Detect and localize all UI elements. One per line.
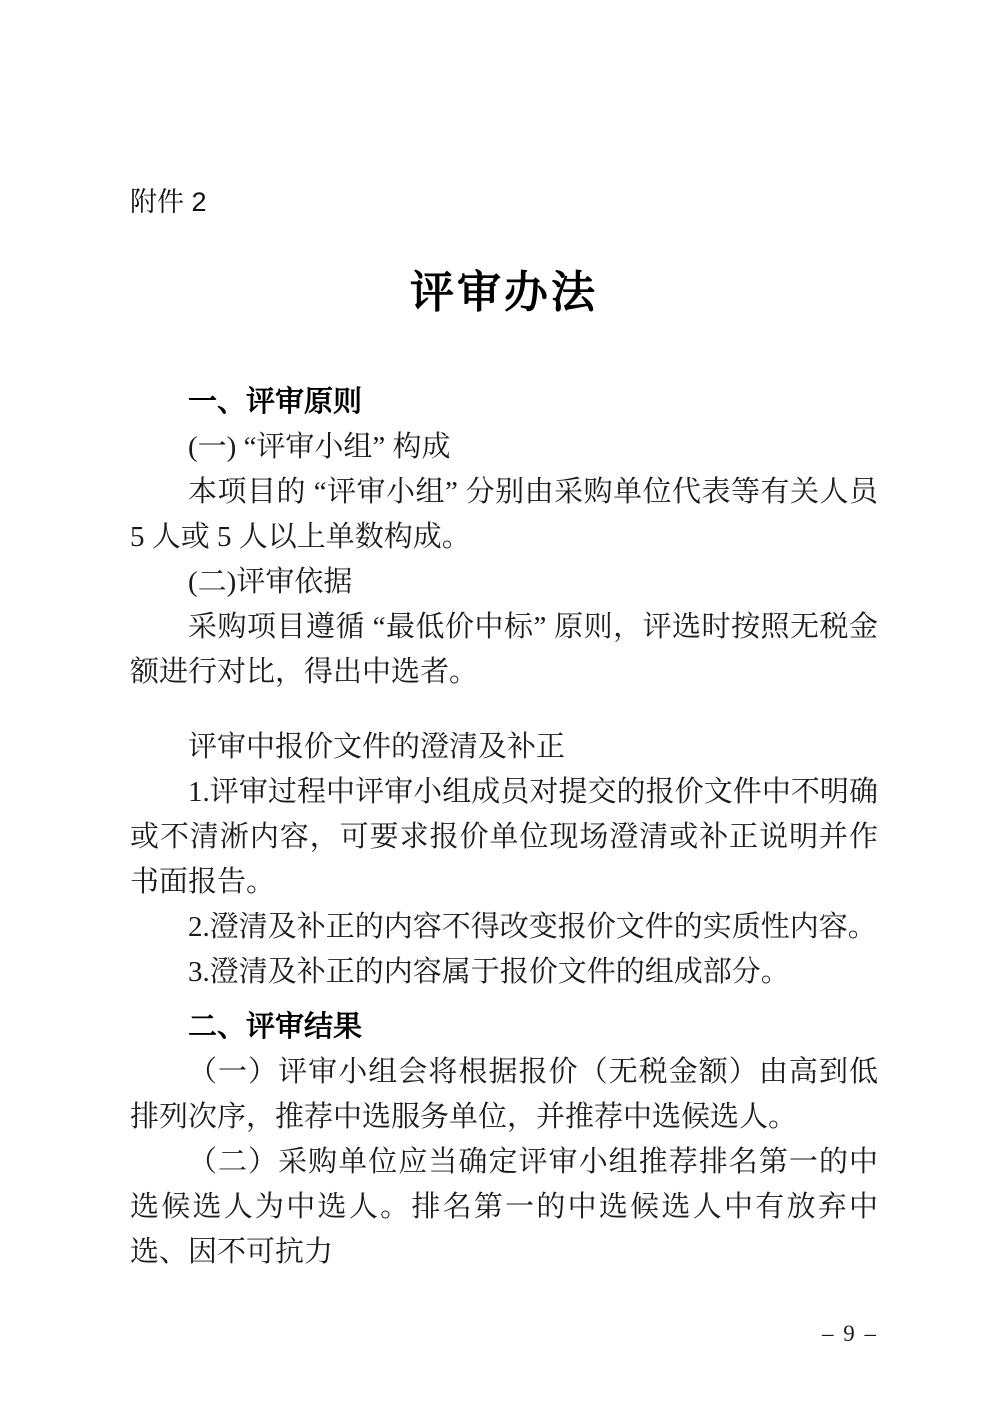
section-2-heading: 二、评审结果 [188, 1011, 363, 1043]
clarification-item-2: 2.澄清及补正的内容不得改变报价文件的实质性内容。 [188, 911, 877, 943]
section-1-item-1-title: (一) “评审小组” 构成 [188, 431, 451, 463]
section-1-item-1-body: 本项目的 “评审小组” 分别由采购单位代表等有关人员 5 人或 5 人以上单数构成。 [130, 476, 878, 553]
page-number: – 9 – [822, 1321, 878, 1346]
clarification-item-1: 1.评审过程中评审小组成员对提交的报价文件中不明确或不清淅内容，可要求报价单位现场澄清或补正说明并作书面报告。 [130, 776, 878, 898]
section-1-item-2-body: 采购项目遵循 “最低价中标” 原则，评选时按照无税金额进行对比，得出中选者。 [130, 611, 878, 688]
clarification-item-3: 3.澄清及补正的内容属于报价文件的组成部分。 [188, 956, 790, 988]
attachment-label: 附件 2 [130, 187, 207, 217]
document-content [130, 186, 878, 1275]
section-1-item-2-title: (二)评审依据 [188, 566, 353, 598]
section-1-heading: 一、评审原则 [188, 386, 363, 418]
blank-line-spacer [130, 695, 878, 725]
clarification-title: 评审中报价文件的澄清及补正 [188, 731, 566, 763]
document-body [130, 380, 878, 1275]
document-title: 评审办法 [410, 268, 598, 317]
section-2-para-2: （二）采购单位应当确定评审小组推荐排名第一的中选候选人为中选人。排名第一的中选候选人中有放弃中选、因不可抗力 [130, 1146, 878, 1268]
section-2-para-1: （一）评审小组会将根据报价（无税金额）由高到低排列次序，推荐中选服务单位，并推荐中选候选人。 [130, 1056, 878, 1133]
